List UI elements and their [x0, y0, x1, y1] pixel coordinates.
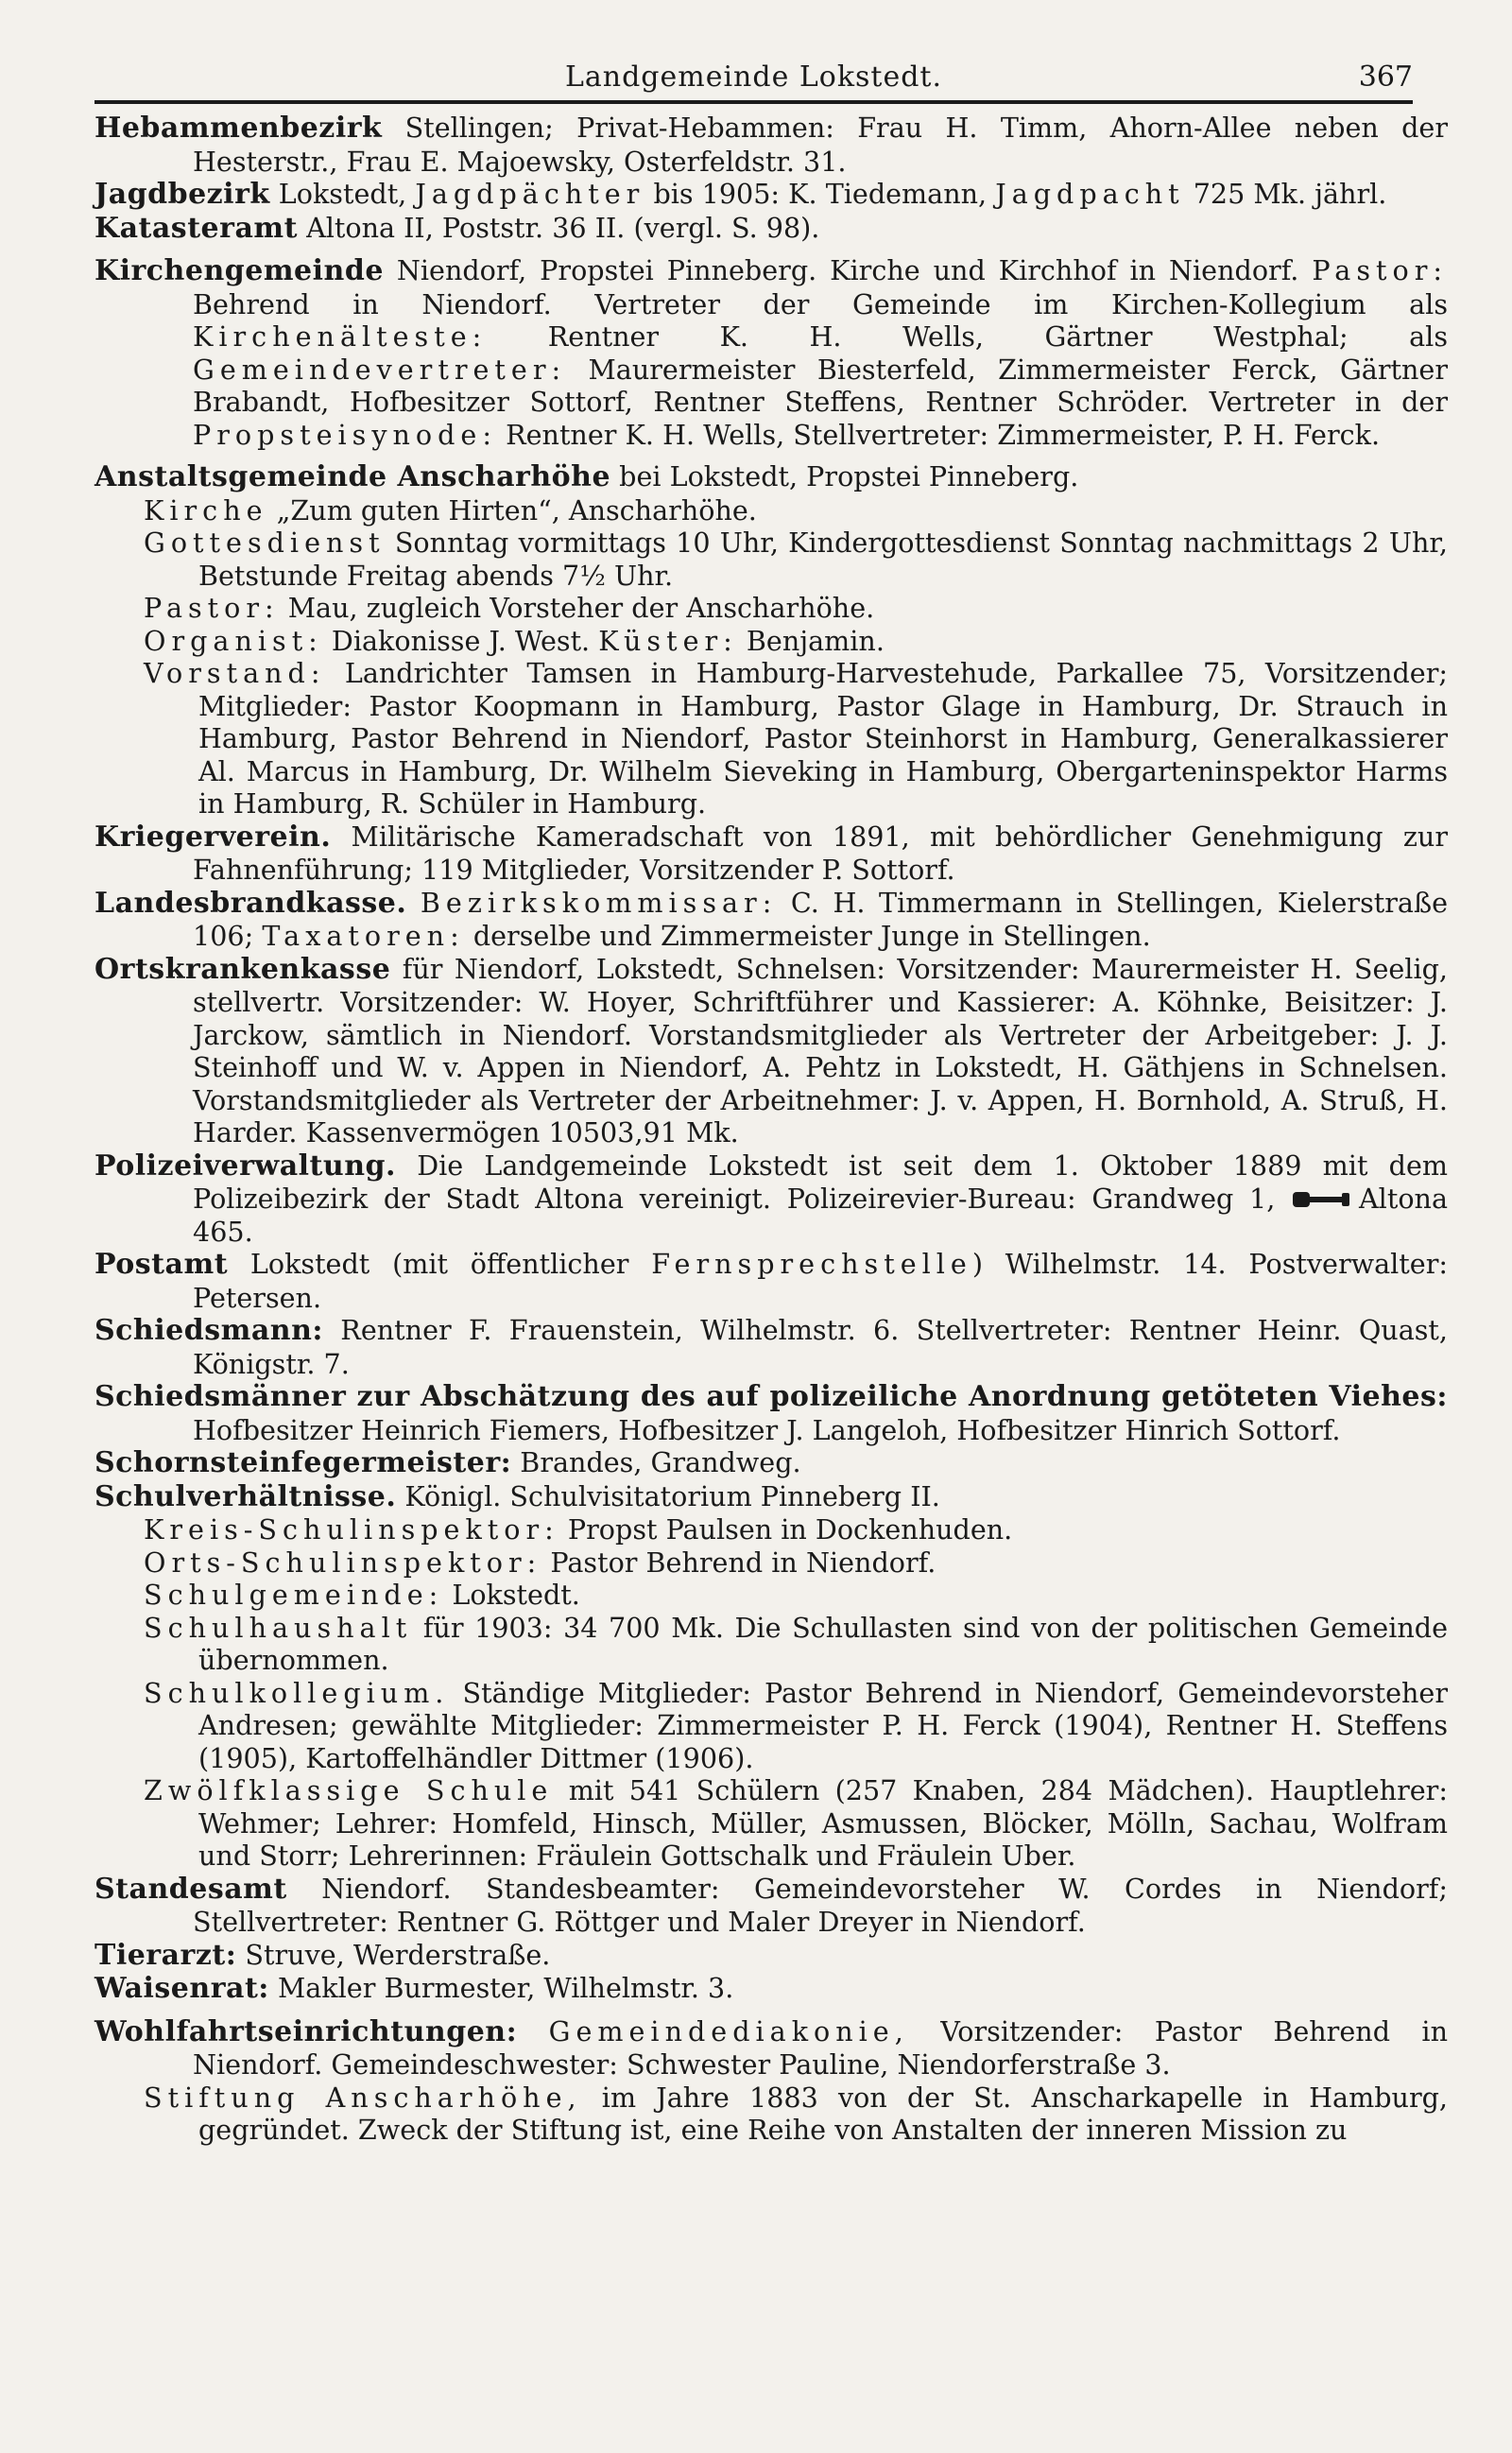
entry-keyword: Polizeiverwaltung. — [94, 1149, 396, 1183]
page-number: 367 — [1358, 60, 1413, 94]
entry-postamt — [94, 1248, 1448, 1314]
entry-polizeiverwaltung — [94, 1149, 1448, 1249]
spaced-term: Schulgemeinde: — [144, 1579, 444, 1611]
entry-keyword: Schornsteinfegermeister: — [94, 1446, 512, 1479]
entry-anstaltsgemeinde — [94, 460, 1448, 494]
entry-text: Rentner F. Frauenstein, Wilhelmstr. 6. Stellvertreter: Rentner Heinr. Quast, Königstr. 7. — [193, 1314, 1448, 1380]
spaced-term: Schulkollegium. — [144, 1676, 450, 1709]
entry-text: bei Lokstedt, Propstei Pinneberg. — [610, 460, 1079, 492]
entry-schiedsmann — [94, 1314, 1448, 1380]
spaced-term: Taxatoren: — [262, 920, 465, 952]
phone-number: Altona 465. — [193, 1183, 1448, 1248]
entry-text: Niendorf, Propstei Pinneberg. Kirche und Kirchhof in Niendorf. — [383, 254, 1313, 286]
spaced-term: Vorstand: — [144, 657, 326, 689]
entry-keyword: Standesamt — [94, 1872, 287, 1906]
spaced-term: Kirchenälteste: — [193, 320, 488, 353]
sub-entry-schulgemeinde — [94, 1579, 1448, 1612]
spaced-term: Zwölfklassige Schule — [144, 1774, 554, 1806]
entry-schiedsmaenner — [94, 1380, 1448, 1446]
sub-entry-schulkollegium — [94, 1677, 1448, 1775]
entry-hebammenbezirk — [94, 112, 1448, 178]
entry-text: „Zum guten Hirten“, Anscharhöhe. — [267, 493, 757, 527]
spaced-term: Gemeindevertreter: — [193, 353, 567, 386]
entry-text: derselbe und Zimmermeister Junge in Stellingen. — [464, 920, 1151, 952]
spaced-term: Pastor: — [144, 592, 280, 624]
entry-keyword: Jagdbezirk — [94, 178, 270, 211]
sub-entry-kreis-schulinspektor — [94, 1513, 1448, 1546]
entry-text: Mau, zugleich Vorsteher der Anscharhöhe. — [279, 592, 875, 624]
sub-entry-schulhaushalt — [94, 1612, 1448, 1677]
entry-kirchengemeinde — [94, 254, 1448, 451]
spaced-term: Schulhaushalt — [144, 1611, 413, 1644]
entry-text: Hofbesitzer Heinrich Fiemers, Hofbesitzer J. Langeloh, Hofbesitzer Hinrich Sottorf. — [193, 1413, 1341, 1446]
entry-tierarzt — [94, 1939, 1448, 1973]
entry-keyword: Ortskrankenkasse — [94, 952, 391, 986]
entry-wohlfahrtseinrichtungen — [94, 2015, 1448, 2082]
sub-entry-schule — [94, 1774, 1448, 1873]
entry-keyword: Kriegerverein. — [94, 820, 332, 854]
sub-entry-vorstand — [94, 657, 1448, 821]
entry-keyword: Schulverhältnisse. — [94, 1479, 397, 1513]
sub-entry-gottesdienst — [94, 527, 1448, 592]
spaced-term: Gemeindediakonie, — [548, 2014, 909, 2047]
entry-keyword: Hebammenbezirk — [94, 112, 383, 145]
entry-keyword: Schiedsmann: — [94, 1314, 323, 1347]
spaced-term: Propsteisynode: — [193, 418, 497, 451]
entry-waisenrat — [94, 1972, 1448, 2006]
running-header — [94, 55, 1413, 104]
entry-text: im Jahre 1883 von der St. Anscharkapelle in Hamburg, gegründet. Zweck der Stiftung ist, eine Reihe von Anstalten der inneren Mission zu — [198, 2081, 1449, 2146]
entry-text: Altona II, Poststr. 36 II. (vergl. S. 98). — [298, 211, 820, 244]
entry-keyword: Anstaltsgemeinde Anscharhöhe — [94, 460, 611, 493]
entry-text: Rentner K. H. Wells, Stellvertreter: Zimmermeister, P. H. Ferck. — [496, 418, 1381, 451]
entry-keyword: Tierarzt: — [94, 1938, 237, 1972]
entry-keyword: Kirchengemeinde — [94, 254, 384, 287]
entry-text: Struve, Werderstraße. — [236, 1938, 551, 1971]
entry-text: Militärische Kameradschaft von 1891, mit behördlicher Genehmigung zur Fahnenführung; 119 Mitglieder, Vorsitzender P. Sottorf. — [193, 820, 1448, 886]
sub-entry-orts-schulinspektor — [94, 1546, 1448, 1580]
entry-text: Vorsitzender: Pastor Behrend in Niendorf. Gemeindeschwester: Schwester Pauline, Niendorferstraße 3. — [193, 2014, 1448, 2081]
sub-entry-pastor — [94, 592, 1448, 625]
entry-ortskrankenkasse — [94, 953, 1448, 1149]
sub-entry-organist — [94, 625, 1448, 658]
entry-text: Stellingen; Privat-Hebammen: Frau H. Timm, Ahorn-Allee neben der Hesterstr., Frau E. Majoewsky, Osterfeldstr. 31. — [193, 112, 1448, 178]
spaced-term: Pastor: — [1312, 254, 1448, 286]
telephone-icon — [1291, 1189, 1353, 1210]
entry-keyword: Wohlfahrtseinrichtungen: — [94, 2014, 518, 2048]
entry-text: bis 1905: K. Tiedemann, — [644, 178, 996, 210]
spaced-term: Küster: — [598, 624, 738, 657]
spaced-term: Kirche — [144, 493, 268, 527]
spaced-term: Fernsprechstelle — [651, 1248, 972, 1280]
entry-text: Niendorf. Standesbeamter: Gemeindevorsteher W. Cordes in Niendorf; Stellvertreter: Rentner G. Röttger und Maler Dreyer in Niendorf. — [193, 1872, 1448, 1938]
entry-kriegerverein — [94, 821, 1448, 887]
sub-entry-stiftung — [94, 2082, 1448, 2147]
sub-entry-kirche — [94, 494, 1448, 527]
spaced-term: Orts-Schulinspektor: — [144, 1546, 542, 1579]
entry-keyword: Katasteramt — [94, 211, 298, 245]
entry-katasteramt — [94, 212, 1448, 246]
spaced-term: Jagdpächter — [415, 178, 645, 210]
entry-keyword: Schiedsmänner zur Abschätzung des auf polizeiliche Anordnung getöteten Viehes: — [94, 1380, 1448, 1413]
entry-text: Landrichter Tamsen in Hamburg-Harvestehude, Parkallee 75, Vorsitzender; Mitglieder: Pastor Koopmann in Hamburg, Pastor Glage in Hamburg, Dr. Strauch in Hamburg, Pastor Behrend in Niendorf, Pastor Steinhorst in Hamburg, Generalkassierer Al. Marcus in Hamburg, Dr. Wilhelm Sieveking in Hamburg, Obergarteninspektor Harms in Hamburg, R. Schüler in Hamburg. — [198, 657, 1448, 820]
spaced-term: Bezirkskommissar: — [420, 886, 778, 919]
spaced-term: Stiftung Anscharhöhe, — [144, 2081, 582, 2114]
entry-text: Die Landgemeinde Lokstedt ist seit dem 1. Oktober 1889 mit dem Polizeibezirk der Stadt Altona vereinigt. Polizeirevier-Bureau: Grandweg 1, — [193, 1149, 1448, 1215]
entry-text: Benjamin. — [737, 624, 885, 657]
entry-text: Lokstedt, — [269, 178, 416, 210]
entry-text: Brandes, Grandweg. — [511, 1446, 801, 1478]
entry-text: Lokstedt. — [443, 1579, 580, 1611]
entry-keyword: Landesbrandkasse. — [94, 886, 407, 920]
entry-text: Königl. Schulvisitatorium Pinneberg II. — [396, 1479, 940, 1512]
entry-text: Sonntag vormittags 10 Uhr, Kindergottesdienst Sonntag nachmittags 2 Uhr, Betstunde Freitag abends 7½ Uhr. — [198, 527, 1448, 592]
entry-text: Propst Paulsen in Dockenhuden. — [558, 1513, 1013, 1546]
entry-text: Ständige Mitglieder: Pastor Behrend in Niendorf, Gemeindevorsteher Andresen; gewählte Mitglieder: Zimmermeister P. H. Ferck (1904), Rentner H. Steffens (1905), Kartoffelhändler Dittmer (1906). — [198, 1676, 1448, 1774]
entry-keyword: Postamt — [94, 1248, 229, 1281]
entry-text: C. H. Timmermann in Stellingen, Kielerstraße 106; — [193, 886, 1448, 952]
entry-standesamt — [94, 1873, 1448, 1939]
entry-text: 725 Mk. jährl. — [1184, 178, 1387, 210]
entry-text: Behrend in Niendorf. Vertreter der Gemeinde im Kirchen-Kollegium als — [193, 287, 1448, 320]
entry-text: Pastor Behrend in Niendorf. — [541, 1546, 936, 1579]
spaced-term: Jagdpacht — [995, 178, 1185, 210]
entry-text: mit 541 Schülern (257 Knaben, 284 Mädchen). Hauptlehrer: Wehmer; Lehrer: Homfeld, Hinsch, Müller, Asmussen, Blöcker, Mölln, Sachau, Wolfram und Storr; Lehrerinnen: Fräulein Gottschalk und Fräulein Uber. — [198, 1774, 1448, 1872]
header-title: Landgemeinde Lokstedt. — [564, 60, 943, 94]
entry-schulverhaeltnisse — [94, 1480, 1448, 1514]
spaced-term: Organist: — [144, 624, 323, 657]
entry-text: Makler Burmester, Wilhelmstr. 3. — [268, 1972, 734, 2004]
entry-keyword: Waisenrat: — [94, 1972, 269, 2005]
entry-schornsteinfegermeister — [94, 1446, 1448, 1480]
entry-text: Diakonisse J. West. — [322, 624, 599, 657]
spaced-term: Gottesdienst — [144, 527, 386, 559]
entry-text: Lokstedt (mit öffentlicher — [228, 1248, 652, 1280]
entry-jagdbezirk — [94, 178, 1448, 212]
entry-text: Rentner K. H. Wells, Gärtner Westphal; als — [487, 320, 1448, 353]
entry-landesbrandkasse — [94, 887, 1448, 953]
entry-text: für Niendorf, Lokstedt, Schnelsen: Vorsitzender: Maurermeister H. Seelig, stellvertr. Vorsitzender: W. Hoyer, Schriftführer und Kassierer: A. Köhnke, Beisitzer: J. Jarckow, sämtlich in Niendorf. Vorstandsmitglieder als Vertreter der Arbeitgeber: J. J. Steinhoff und W. v. Appen in Niendorf, A. Pehtz in Lokstedt, H. Gäthjens in Schnelsen. Vorstandsmitglieder als Vertreter der Arbeitnehmer: J. v. Appen, H. Bornhold, A. Struß, H. Harder. Kassenvermögen 10503,91 Mk. — [193, 952, 1448, 1149]
entry-text: für 1903: 34 700 Mk. Die Schullasten sind von der politischen Gemeinde übernommen. — [198, 1611, 1448, 1676]
spaced-term: Kreis-Schulinspektor: — [144, 1513, 559, 1546]
directory-content — [94, 112, 1448, 2147]
entry-text: ) Wilhelmstr. 14. Postverwalter: Petersen. — [193, 1248, 1448, 1314]
entry-text: Maurermeister Biesterfeld, Zimmermeister Ferck, Gärtner Brabandt, Hofbesitzer Sottorf, Rentner Steffens, Rentner Schröder. Vertreter in der — [193, 353, 1448, 418]
